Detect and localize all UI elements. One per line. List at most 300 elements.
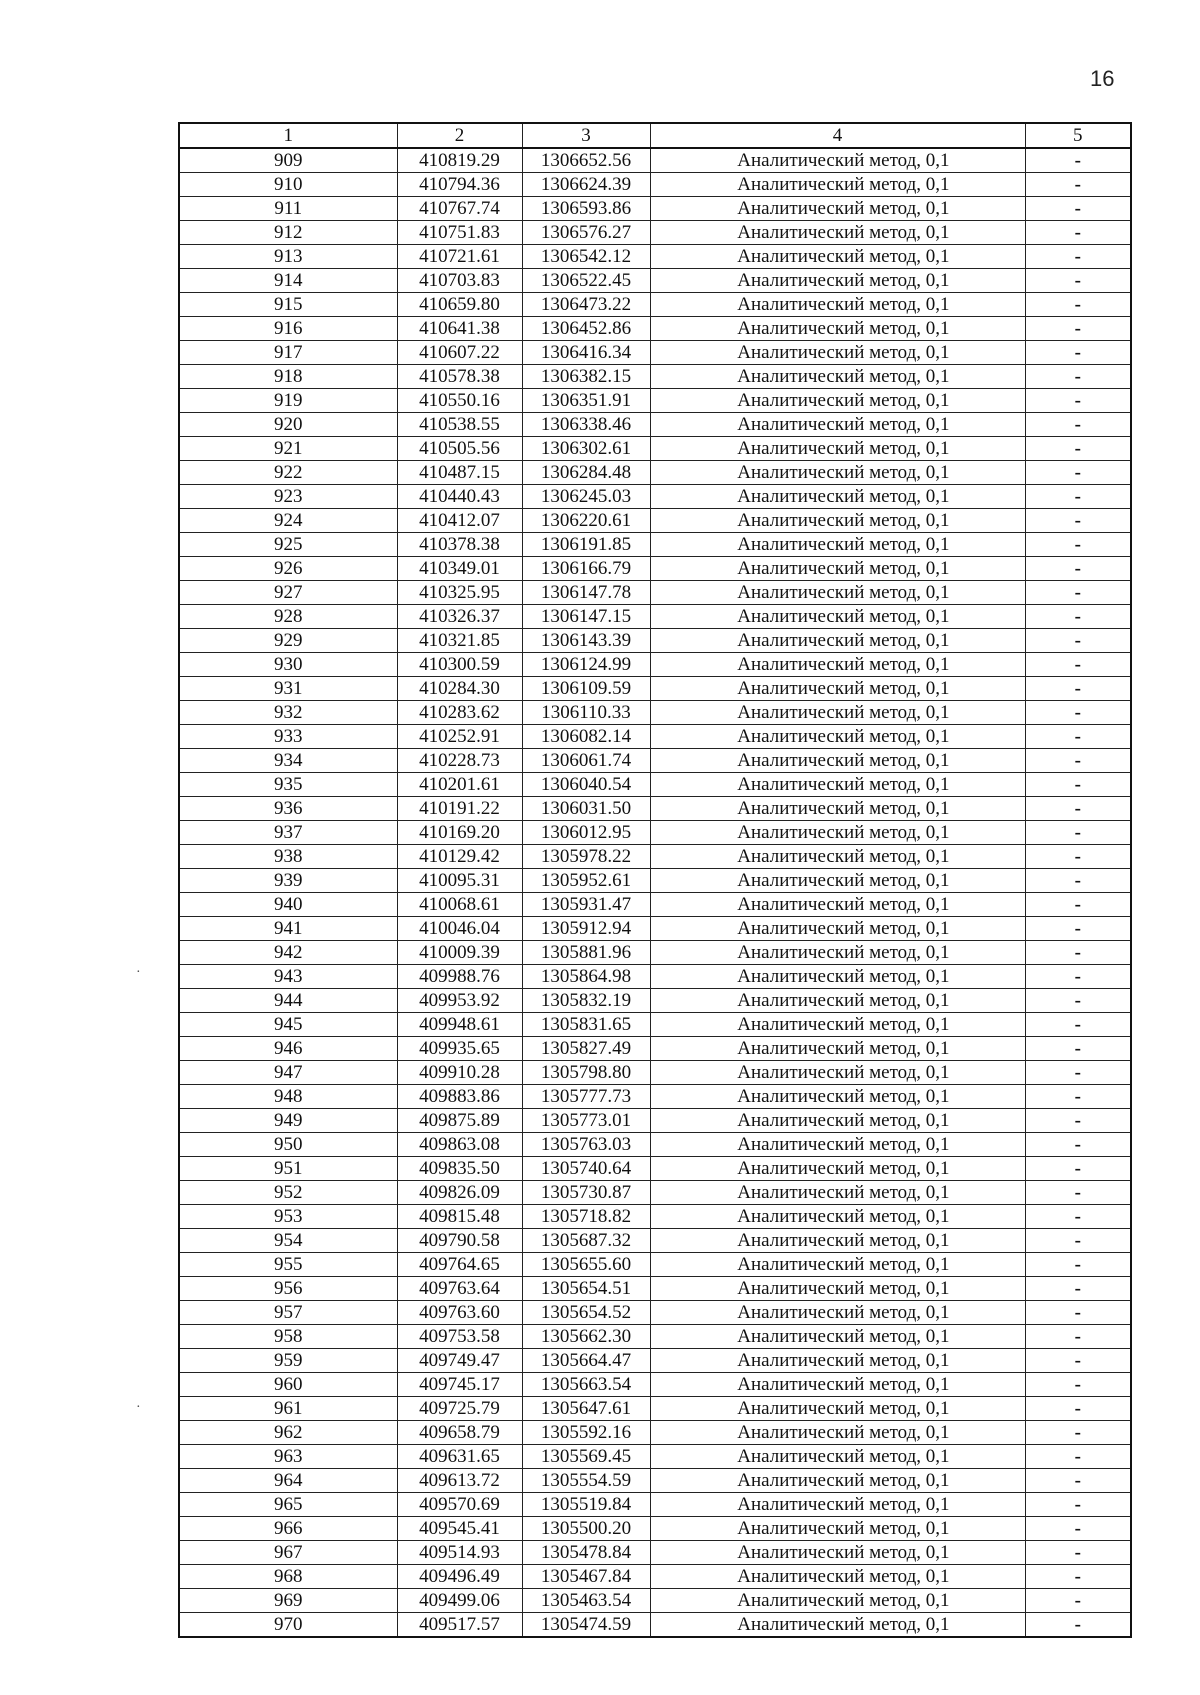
table-row — [179, 917, 1131, 941]
x-coordinate-cell: 410751.83 — [397, 221, 522, 245]
point-number-cell: 925 — [179, 533, 397, 557]
y-coordinate-cell: 1306143.39 — [522, 629, 650, 653]
y-coordinate-cell: 1305730.87 — [522, 1181, 650, 1205]
x-coordinate-cell: 409499.06 — [397, 1589, 522, 1613]
method-cell: Аналитический метод, 0,1 — [650, 653, 1025, 677]
y-coordinate-cell: 1305777.73 — [522, 1085, 650, 1109]
table-row — [179, 269, 1131, 293]
note-cell: - — [1025, 1013, 1131, 1037]
table-row — [179, 1133, 1131, 1157]
note-cell: - — [1025, 701, 1131, 725]
x-coordinate-cell: 409496.49 — [397, 1565, 522, 1589]
y-coordinate-cell: 1305463.54 — [522, 1589, 650, 1613]
point-number-cell: 921 — [179, 437, 397, 461]
method-cell: Аналитический метод, 0,1 — [650, 1565, 1025, 1589]
note-cell: - — [1025, 749, 1131, 773]
table-row — [179, 1109, 1131, 1133]
note-cell: - — [1025, 725, 1131, 749]
x-coordinate-cell: 410046.04 — [397, 917, 522, 941]
note-cell: - — [1025, 581, 1131, 605]
header-col-2: 2 — [397, 123, 522, 148]
method-cell: Аналитический метод, 0,1 — [650, 797, 1025, 821]
y-coordinate-cell: 1306220.61 — [522, 509, 650, 533]
y-coordinate-cell: 1305864.98 — [522, 965, 650, 989]
x-coordinate-cell: 409514.93 — [397, 1541, 522, 1565]
x-coordinate-cell: 409790.58 — [397, 1229, 522, 1253]
method-cell: Аналитический метод, 0,1 — [650, 1253, 1025, 1277]
note-cell: - — [1025, 821, 1131, 845]
point-number-cell: 929 — [179, 629, 397, 653]
method-cell: Аналитический метод, 0,1 — [650, 581, 1025, 605]
note-cell: - — [1025, 341, 1131, 365]
header-row — [179, 123, 1131, 148]
y-coordinate-cell: 1305952.61 — [522, 869, 650, 893]
method-cell: Аналитический метод, 0,1 — [650, 437, 1025, 461]
note-cell: - — [1025, 1229, 1131, 1253]
point-number-cell: 940 — [179, 893, 397, 917]
table-row — [179, 821, 1131, 845]
y-coordinate-cell: 1305519.84 — [522, 1493, 650, 1517]
y-coordinate-cell: 1305554.59 — [522, 1469, 650, 1493]
y-coordinate-cell: 1305827.49 — [522, 1037, 650, 1061]
note-cell: - — [1025, 629, 1131, 653]
point-number-cell: 958 — [179, 1325, 397, 1349]
table-row — [179, 245, 1131, 269]
point-number-cell: 949 — [179, 1109, 397, 1133]
point-number-cell: 916 — [179, 317, 397, 341]
point-number-cell: 948 — [179, 1085, 397, 1109]
x-coordinate-cell: 409910.28 — [397, 1061, 522, 1085]
method-cell: Аналитический метод, 0,1 — [650, 557, 1025, 581]
x-coordinate-cell: 409883.86 — [397, 1085, 522, 1109]
table-row — [179, 1541, 1131, 1565]
note-cell: - — [1025, 893, 1131, 917]
table-row — [179, 365, 1131, 389]
point-number-cell: 947 — [179, 1061, 397, 1085]
method-cell: Аналитический метод, 0,1 — [650, 821, 1025, 845]
method-cell: Аналитический метод, 0,1 — [650, 1181, 1025, 1205]
method-cell: Аналитический метод, 0,1 — [650, 509, 1025, 533]
x-coordinate-cell: 409763.60 — [397, 1301, 522, 1325]
point-number-cell: 923 — [179, 485, 397, 509]
point-number-cell: 961 — [179, 1397, 397, 1421]
table-row — [179, 1013, 1131, 1037]
point-number-cell: 924 — [179, 509, 397, 533]
method-cell: Аналитический метод, 0,1 — [650, 1133, 1025, 1157]
y-coordinate-cell: 1305467.84 — [522, 1565, 650, 1589]
note-cell: - — [1025, 148, 1131, 173]
x-coordinate-cell: 410440.43 — [397, 485, 522, 509]
note-cell: - — [1025, 557, 1131, 581]
table-row — [179, 845, 1131, 869]
table-row — [179, 893, 1131, 917]
x-coordinate-cell: 409988.76 — [397, 965, 522, 989]
method-cell: Аналитический метод, 0,1 — [650, 749, 1025, 773]
table-body — [179, 148, 1131, 1637]
method-cell: Аналитический метод, 0,1 — [650, 389, 1025, 413]
method-cell: Аналитический метод, 0,1 — [650, 1277, 1025, 1301]
note-cell: - — [1025, 1589, 1131, 1613]
y-coordinate-cell: 1306473.22 — [522, 293, 650, 317]
x-coordinate-cell: 410607.22 — [397, 341, 522, 365]
x-coordinate-cell: 409631.65 — [397, 1445, 522, 1469]
note-cell: - — [1025, 1157, 1131, 1181]
x-coordinate-cell: 409953.92 — [397, 989, 522, 1013]
note-cell: - — [1025, 221, 1131, 245]
y-coordinate-cell: 1306040.54 — [522, 773, 650, 797]
x-coordinate-cell: 410538.55 — [397, 413, 522, 437]
note-cell: - — [1025, 317, 1131, 341]
method-cell: Аналитический метод, 0,1 — [650, 869, 1025, 893]
method-cell: Аналитический метод, 0,1 — [650, 1109, 1025, 1133]
scan-speck: · — [136, 1400, 141, 1415]
y-coordinate-cell: 1305664.47 — [522, 1349, 650, 1373]
note-cell: - — [1025, 461, 1131, 485]
table-row — [179, 221, 1131, 245]
x-coordinate-cell: 410228.73 — [397, 749, 522, 773]
table-row — [179, 437, 1131, 461]
point-number-cell: 950 — [179, 1133, 397, 1157]
table-row — [179, 197, 1131, 221]
note-cell: - — [1025, 1469, 1131, 1493]
y-coordinate-cell: 1305500.20 — [522, 1517, 650, 1541]
coordinates-table — [178, 122, 1132, 1638]
table-row — [179, 509, 1131, 533]
note-cell: - — [1025, 413, 1131, 437]
method-cell: Аналитический метод, 0,1 — [650, 1589, 1025, 1613]
table-row — [179, 1613, 1131, 1638]
point-number-cell: 963 — [179, 1445, 397, 1469]
y-coordinate-cell: 1305831.65 — [522, 1013, 650, 1037]
x-coordinate-cell: 410129.42 — [397, 845, 522, 869]
x-coordinate-cell: 409826.09 — [397, 1181, 522, 1205]
page-number: 16 — [1090, 66, 1115, 91]
point-number-cell: 917 — [179, 341, 397, 365]
method-cell: Аналитический метод, 0,1 — [650, 269, 1025, 293]
method-cell: Аналитический метод, 0,1 — [650, 413, 1025, 437]
table-row — [179, 1229, 1131, 1253]
y-coordinate-cell: 1306522.45 — [522, 269, 650, 293]
y-coordinate-cell: 1306012.95 — [522, 821, 650, 845]
note-cell: - — [1025, 941, 1131, 965]
y-coordinate-cell: 1305912.94 — [522, 917, 650, 941]
x-coordinate-cell: 409835.50 — [397, 1157, 522, 1181]
note-cell: - — [1025, 1133, 1131, 1157]
note-cell: - — [1025, 1517, 1131, 1541]
y-coordinate-cell: 1306245.03 — [522, 485, 650, 509]
table-row — [179, 1157, 1131, 1181]
point-number-cell: 956 — [179, 1277, 397, 1301]
table-row — [179, 677, 1131, 701]
method-cell: Аналитический метод, 0,1 — [650, 197, 1025, 221]
point-number-cell: 935 — [179, 773, 397, 797]
point-number-cell: 945 — [179, 1013, 397, 1037]
table-row — [179, 485, 1131, 509]
x-coordinate-cell: 410349.01 — [397, 557, 522, 581]
point-number-cell: 932 — [179, 701, 397, 725]
x-coordinate-cell: 409935.65 — [397, 1037, 522, 1061]
table-row — [179, 389, 1131, 413]
note-cell: - — [1025, 1493, 1131, 1517]
note-cell: - — [1025, 269, 1131, 293]
table-row — [179, 629, 1131, 653]
point-number-cell: 938 — [179, 845, 397, 869]
method-cell: Аналитический метод, 0,1 — [650, 1205, 1025, 1229]
table-row — [179, 1061, 1131, 1085]
note-cell: - — [1025, 173, 1131, 197]
method-cell: Аналитический метод, 0,1 — [650, 1397, 1025, 1421]
x-coordinate-cell: 410721.61 — [397, 245, 522, 269]
y-coordinate-cell: 1306302.61 — [522, 437, 650, 461]
note-cell: - — [1025, 1349, 1131, 1373]
table-row — [179, 965, 1131, 989]
method-cell: Аналитический метод, 0,1 — [650, 173, 1025, 197]
method-cell: Аналитический метод, 0,1 — [650, 1301, 1025, 1325]
y-coordinate-cell: 1305647.61 — [522, 1397, 650, 1421]
point-number-cell: 952 — [179, 1181, 397, 1205]
method-cell: Аналитический метод, 0,1 — [650, 365, 1025, 389]
method-cell: Аналитический метод, 0,1 — [650, 1349, 1025, 1373]
table-row — [179, 413, 1131, 437]
point-number-cell: 933 — [179, 725, 397, 749]
x-coordinate-cell: 409749.47 — [397, 1349, 522, 1373]
y-coordinate-cell: 1305654.52 — [522, 1301, 650, 1325]
y-coordinate-cell: 1306031.50 — [522, 797, 650, 821]
method-cell: Аналитический метод, 0,1 — [650, 1229, 1025, 1253]
y-coordinate-cell: 1305978.22 — [522, 845, 650, 869]
coordinates-table-container — [178, 122, 1130, 1638]
x-coordinate-cell: 410487.15 — [397, 461, 522, 485]
table-row — [179, 869, 1131, 893]
method-cell: Аналитический метод, 0,1 — [650, 893, 1025, 917]
x-coordinate-cell: 409815.48 — [397, 1205, 522, 1229]
table-row — [179, 605, 1131, 629]
y-coordinate-cell: 1306124.99 — [522, 653, 650, 677]
header-col-5: 5 — [1025, 123, 1131, 148]
y-coordinate-cell: 1306061.74 — [522, 749, 650, 773]
table-row — [179, 1565, 1131, 1589]
x-coordinate-cell: 410378.38 — [397, 533, 522, 557]
note-cell: - — [1025, 1397, 1131, 1421]
x-coordinate-cell: 409725.79 — [397, 1397, 522, 1421]
note-cell: - — [1025, 365, 1131, 389]
note-cell: - — [1025, 1373, 1131, 1397]
header-col-4: 4 — [650, 123, 1025, 148]
method-cell: Аналитический метод, 0,1 — [650, 1037, 1025, 1061]
method-cell: Аналитический метод, 0,1 — [650, 1541, 1025, 1565]
method-cell: Аналитический метод, 0,1 — [650, 317, 1025, 341]
point-number-cell: 954 — [179, 1229, 397, 1253]
method-cell: Аналитический метод, 0,1 — [650, 221, 1025, 245]
point-number-cell: 920 — [179, 413, 397, 437]
table-row — [179, 317, 1131, 341]
y-coordinate-cell: 1306593.86 — [522, 197, 650, 221]
y-coordinate-cell: 1306284.48 — [522, 461, 650, 485]
scan-speck: · — [136, 965, 141, 980]
table-row — [179, 749, 1131, 773]
y-coordinate-cell: 1305474.59 — [522, 1613, 650, 1638]
note-cell: - — [1025, 1109, 1131, 1133]
y-coordinate-cell: 1306110.33 — [522, 701, 650, 725]
method-cell: Аналитический метод, 0,1 — [650, 245, 1025, 269]
x-coordinate-cell: 409875.89 — [397, 1109, 522, 1133]
point-number-cell: 962 — [179, 1421, 397, 1445]
method-cell: Аналитический метод, 0,1 — [650, 1469, 1025, 1493]
x-coordinate-cell: 409613.72 — [397, 1469, 522, 1493]
y-coordinate-cell: 1305478.84 — [522, 1541, 650, 1565]
x-coordinate-cell: 410321.85 — [397, 629, 522, 653]
note-cell: - — [1025, 197, 1131, 221]
y-coordinate-cell: 1305832.19 — [522, 989, 650, 1013]
note-cell: - — [1025, 1301, 1131, 1325]
note-cell: - — [1025, 653, 1131, 677]
method-cell: Аналитический метод, 0,1 — [650, 1061, 1025, 1085]
y-coordinate-cell: 1305654.51 — [522, 1277, 650, 1301]
y-coordinate-cell: 1305663.54 — [522, 1373, 650, 1397]
note-cell: - — [1025, 677, 1131, 701]
note-cell: - — [1025, 989, 1131, 1013]
note-cell: - — [1025, 485, 1131, 509]
note-cell: - — [1025, 917, 1131, 941]
method-cell: Аналитический метод, 0,1 — [650, 533, 1025, 557]
method-cell: Аналитический метод, 0,1 — [650, 1613, 1025, 1638]
point-number-cell: 941 — [179, 917, 397, 941]
point-number-cell: 967 — [179, 1541, 397, 1565]
point-number-cell: 931 — [179, 677, 397, 701]
point-number-cell: 910 — [179, 173, 397, 197]
note-cell: - — [1025, 245, 1131, 269]
method-cell: Аналитический метод, 0,1 — [650, 293, 1025, 317]
y-coordinate-cell: 1306082.14 — [522, 725, 650, 749]
x-coordinate-cell: 409753.58 — [397, 1325, 522, 1349]
x-coordinate-cell: 410703.83 — [397, 269, 522, 293]
x-coordinate-cell: 409948.61 — [397, 1013, 522, 1037]
note-cell: - — [1025, 869, 1131, 893]
x-coordinate-cell: 410191.22 — [397, 797, 522, 821]
y-coordinate-cell: 1306452.86 — [522, 317, 650, 341]
table-row — [179, 653, 1131, 677]
x-coordinate-cell: 410252.91 — [397, 725, 522, 749]
x-coordinate-cell: 410659.80 — [397, 293, 522, 317]
note-cell: - — [1025, 797, 1131, 821]
table-row — [179, 1349, 1131, 1373]
note-cell: - — [1025, 1253, 1131, 1277]
x-coordinate-cell: 409745.17 — [397, 1373, 522, 1397]
point-number-cell: 919 — [179, 389, 397, 413]
method-cell: Аналитический метод, 0,1 — [650, 677, 1025, 701]
y-coordinate-cell: 1306147.78 — [522, 581, 650, 605]
point-number-cell: 964 — [179, 1469, 397, 1493]
table-row — [179, 581, 1131, 605]
note-cell: - — [1025, 605, 1131, 629]
point-number-cell: 957 — [179, 1301, 397, 1325]
table-row — [179, 1493, 1131, 1517]
y-coordinate-cell: 1306624.39 — [522, 173, 650, 197]
table-row — [179, 1253, 1131, 1277]
point-number-cell: 951 — [179, 1157, 397, 1181]
table-row — [179, 1181, 1131, 1205]
method-cell: Аналитический метод, 0,1 — [650, 629, 1025, 653]
point-number-cell: 914 — [179, 269, 397, 293]
y-coordinate-cell: 1306351.91 — [522, 389, 650, 413]
y-coordinate-cell: 1306191.85 — [522, 533, 650, 557]
y-coordinate-cell: 1305931.47 — [522, 893, 650, 917]
point-number-cell: 926 — [179, 557, 397, 581]
table-row — [179, 797, 1131, 821]
point-number-cell: 944 — [179, 989, 397, 1013]
x-coordinate-cell: 409863.08 — [397, 1133, 522, 1157]
method-cell: Аналитический метод, 0,1 — [650, 1325, 1025, 1349]
y-coordinate-cell: 1306382.15 — [522, 365, 650, 389]
y-coordinate-cell: 1305798.80 — [522, 1061, 650, 1085]
point-number-cell: 909 — [179, 148, 397, 173]
table-row — [179, 725, 1131, 749]
table-row — [179, 941, 1131, 965]
method-cell: Аналитический метод, 0,1 — [650, 701, 1025, 725]
x-coordinate-cell: 410283.62 — [397, 701, 522, 725]
point-number-cell: 913 — [179, 245, 397, 269]
x-coordinate-cell: 410505.56 — [397, 437, 522, 461]
point-number-cell: 918 — [179, 365, 397, 389]
method-cell: Аналитический метод, 0,1 — [650, 1445, 1025, 1469]
table-row — [179, 1421, 1131, 1445]
y-coordinate-cell: 1305592.16 — [522, 1421, 650, 1445]
method-cell: Аналитический метод, 0,1 — [650, 1013, 1025, 1037]
y-coordinate-cell: 1305773.01 — [522, 1109, 650, 1133]
table-row — [179, 1277, 1131, 1301]
x-coordinate-cell: 410201.61 — [397, 773, 522, 797]
table-row — [179, 293, 1131, 317]
method-cell: Аналитический метод, 0,1 — [650, 725, 1025, 749]
note-cell: - — [1025, 1421, 1131, 1445]
note-cell: - — [1025, 509, 1131, 533]
point-number-cell: 966 — [179, 1517, 397, 1541]
note-cell: - — [1025, 533, 1131, 557]
method-cell: Аналитический метод, 0,1 — [650, 341, 1025, 365]
point-number-cell: 970 — [179, 1613, 397, 1638]
x-coordinate-cell: 410284.30 — [397, 677, 522, 701]
table-row — [179, 1373, 1131, 1397]
point-number-cell: 911 — [179, 197, 397, 221]
x-coordinate-cell: 410819.29 — [397, 148, 522, 173]
point-number-cell: 959 — [179, 1349, 397, 1373]
x-coordinate-cell: 410169.20 — [397, 821, 522, 845]
method-cell: Аналитический метод, 0,1 — [650, 773, 1025, 797]
table-row — [179, 533, 1131, 557]
header-col-1: 1 — [179, 123, 397, 148]
y-coordinate-cell: 1305662.30 — [522, 1325, 650, 1349]
point-number-cell: 934 — [179, 749, 397, 773]
note-cell: - — [1025, 1565, 1131, 1589]
point-number-cell: 912 — [179, 221, 397, 245]
table-row — [179, 341, 1131, 365]
note-cell: - — [1025, 1541, 1131, 1565]
method-cell: Аналитический метод, 0,1 — [650, 148, 1025, 173]
y-coordinate-cell: 1305718.82 — [522, 1205, 650, 1229]
table-row — [179, 1517, 1131, 1541]
table-row — [179, 1445, 1131, 1469]
y-coordinate-cell: 1306109.59 — [522, 677, 650, 701]
header-col-3: 3 — [522, 123, 650, 148]
point-number-cell: 969 — [179, 1589, 397, 1613]
x-coordinate-cell: 409763.64 — [397, 1277, 522, 1301]
point-number-cell: 939 — [179, 869, 397, 893]
table-row — [179, 989, 1131, 1013]
note-cell: - — [1025, 1325, 1131, 1349]
method-cell: Аналитический метод, 0,1 — [650, 1493, 1025, 1517]
x-coordinate-cell: 410412.07 — [397, 509, 522, 533]
method-cell: Аналитический метод, 0,1 — [650, 845, 1025, 869]
